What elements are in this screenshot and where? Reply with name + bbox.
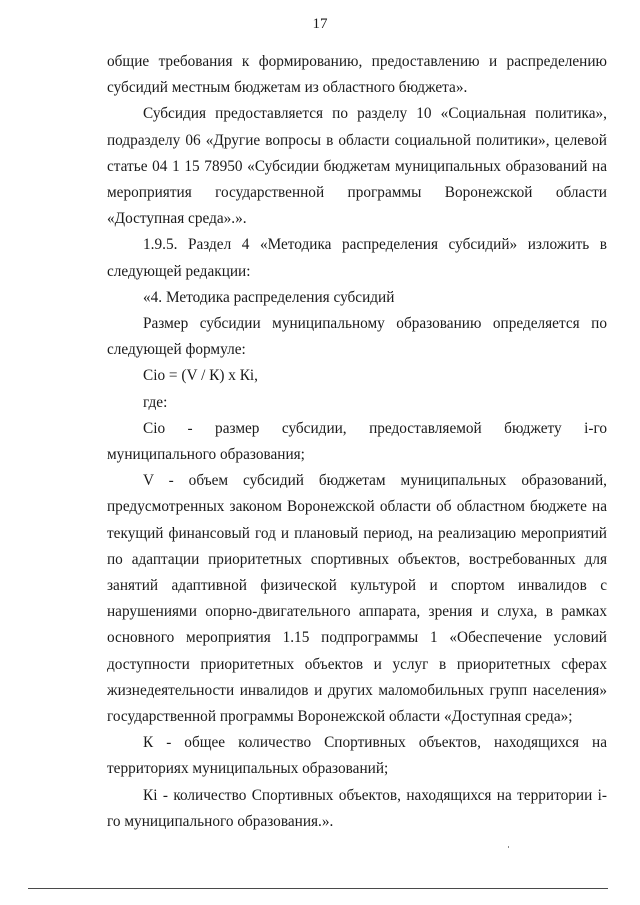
where-label: где:	[143, 393, 168, 411]
paragraph-amendment: 1.9.5. Раздел 4 «Методика распределения субсидий» изложить в следующей редакции:	[107, 236, 607, 280]
section-heading: «4. Методика распределения субсидий	[143, 288, 395, 306]
formula: Сiо = (V / К) x Кi,	[143, 367, 259, 385]
definition-ki: Кi - количество Спортивных объектов, находящихся на территории i-го муниципального образования.».	[107, 786, 607, 830]
scan-artifact	[508, 846, 509, 848]
paragraph-subsidy-classification: Субсидия предоставляется по разделу 10 «Социальная политика», подразделу 06 «Другие вопросы в области социальной политики», целевой статье 04 1 15 78950 «Субсидии бюджетам муниципальных образований на мероприятия государственной программы Воронежской области «Доступная среда».».	[107, 105, 607, 228]
document-body	[107, 49, 607, 835]
paragraph-formula-intro: Размер субсидии муниципальному образованию определяется по следующей формуле:	[107, 315, 607, 359]
page-bottom-rule	[28, 888, 608, 889]
paragraph-continuation: общие требования к формированию, предоставлению и распределению субсидий местным бюджетам из областного бюджета».	[107, 53, 607, 97]
definition-v: V - объем субсидий бюджетам муниципальных образований, предусмотренных законом Воронежской области об областном бюджете на текущий финансовый год и плановый период, на реализацию мероприятий по адаптации приоритетных спортивных объектов, востребованных для занятий адаптивной физической культурой и спортом инвалидов с нарушениями опорно-двигательного аппарата, зрения и слуха, в рамках основного мероприятия 1.15 подпрограммы 1 «Обеспечение условий доступности приоритетных объектов и услуг в приоритетных сферах жизнедеятельности инвалидов и других маломобильных групп населения» государственной программы Воронежской области «Доступная среда»;	[107, 472, 607, 726]
page-number: 17	[312, 16, 328, 32]
definition-cio: Сiо - размер субсидии, предоставляемой бюджету i-го муниципального образования;	[107, 419, 607, 464]
definition-k: К - общее количество Спортивных объектов, находящихся на территориях муниципальных образований;	[107, 734, 607, 778]
